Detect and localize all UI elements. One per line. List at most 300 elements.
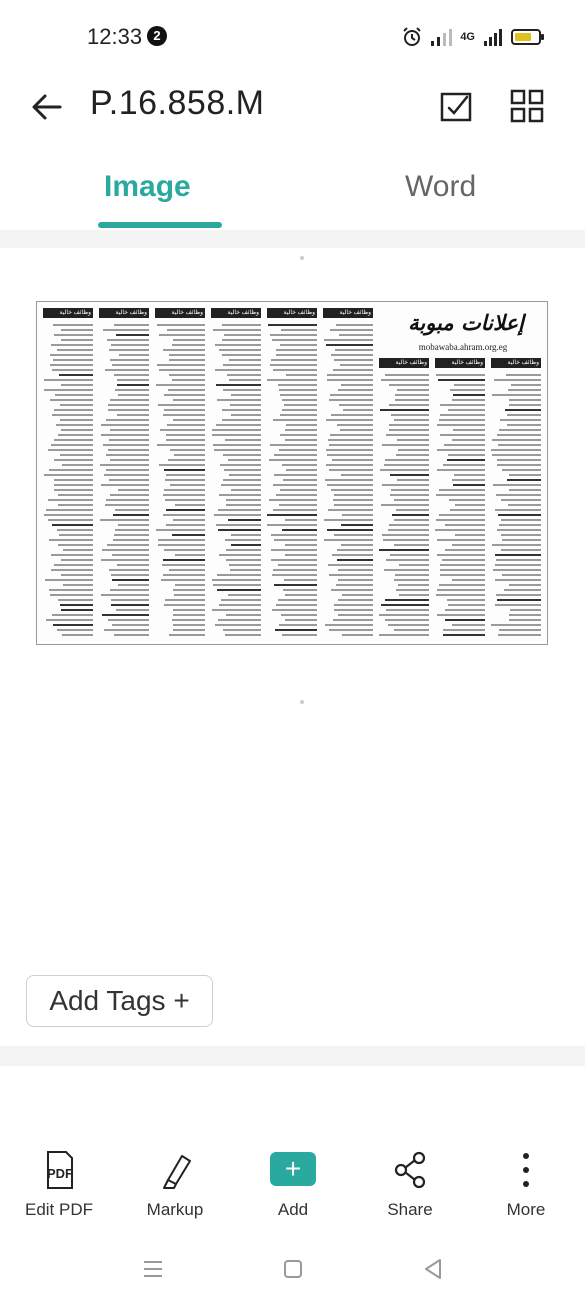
text-line	[53, 324, 93, 326]
text-line	[160, 429, 205, 431]
text-line	[437, 589, 485, 591]
text-line	[329, 629, 373, 631]
text-line	[108, 449, 149, 451]
text-line	[389, 404, 429, 406]
text-line	[499, 429, 541, 431]
newspaper-url: mobawaba.ahram.org.eg	[418, 342, 508, 352]
text-line	[112, 579, 149, 581]
text-line	[51, 554, 93, 556]
text-line	[223, 479, 261, 481]
text-line	[62, 464, 93, 466]
text-line	[491, 449, 541, 451]
text-line	[447, 459, 485, 461]
markup-label: Markup	[146, 1200, 204, 1219]
markup-button[interactable]	[120, 1138, 230, 1228]
text-line	[163, 559, 205, 561]
column-heading	[155, 308, 205, 318]
text-line	[435, 529, 485, 531]
text-line	[218, 529, 261, 531]
text-line	[436, 519, 485, 521]
text-line	[445, 524, 485, 526]
text-line	[443, 634, 485, 636]
text-line	[285, 544, 317, 546]
text-line	[50, 354, 93, 356]
text-line	[102, 614, 149, 616]
text-line	[385, 374, 429, 376]
text-line	[331, 354, 373, 356]
text-line	[504, 589, 541, 591]
text-line	[57, 629, 93, 631]
text-line	[440, 574, 485, 576]
status-bar	[0, 0, 585, 76]
text-line	[397, 389, 429, 391]
text-line	[100, 519, 149, 521]
text-line	[388, 624, 429, 626]
text-line	[222, 339, 261, 341]
more-vertical-icon	[503, 1150, 549, 1190]
text-line	[231, 489, 261, 491]
text-line	[508, 389, 541, 391]
text-line	[399, 564, 429, 566]
column-heading-text: وظائف خالية	[115, 310, 147, 316]
page-preview[interactable]	[0, 248, 585, 1046]
text-line	[175, 584, 205, 586]
text-line	[501, 534, 541, 536]
text-line	[505, 409, 541, 411]
text-line	[341, 544, 373, 546]
text-line	[54, 479, 93, 481]
text-line	[172, 619, 205, 621]
more-button[interactable]	[471, 1138, 581, 1228]
text-line	[332, 459, 373, 461]
text-line	[452, 479, 485, 481]
text-line	[273, 509, 318, 511]
add-label: Add	[277, 1200, 309, 1219]
text-line	[164, 604, 205, 606]
text-line	[58, 504, 93, 506]
text-line	[380, 409, 429, 411]
text-line	[44, 474, 93, 476]
text-line	[168, 459, 205, 461]
text-line	[113, 514, 149, 516]
text-line	[215, 369, 261, 371]
edit-document-icon[interactable]	[437, 88, 475, 126]
text-line	[282, 464, 317, 466]
text-line	[57, 349, 93, 351]
text-line	[117, 414, 149, 416]
text-line	[334, 609, 374, 611]
text-line	[274, 474, 317, 476]
text-line	[229, 564, 261, 566]
notification-badge: 2	[147, 26, 167, 46]
text-line	[44, 389, 93, 391]
text-line	[333, 499, 373, 501]
text-line	[54, 334, 93, 336]
text-line	[224, 469, 261, 471]
svg-text:PDF: PDF	[47, 1166, 73, 1181]
text-line	[395, 574, 429, 576]
text-line	[328, 439, 373, 441]
text-line	[118, 584, 149, 586]
text-line	[49, 469, 93, 471]
text-line	[324, 539, 373, 541]
text-line	[499, 629, 541, 631]
text-line	[117, 384, 149, 386]
text-line	[498, 634, 541, 636]
newspaper-column	[43, 308, 93, 588]
tab-image[interactable]: Image	[104, 170, 191, 203]
text-line	[276, 494, 318, 496]
text-line	[104, 474, 149, 476]
text-line	[282, 399, 317, 401]
text-line	[382, 484, 429, 486]
text-line	[228, 519, 261, 521]
text-line	[226, 614, 261, 616]
text-line	[105, 504, 149, 506]
text-line	[61, 574, 94, 576]
text-line	[48, 449, 93, 451]
text-line	[396, 589, 429, 591]
text-line	[164, 409, 205, 411]
text-line	[169, 634, 205, 636]
text-line	[440, 434, 485, 436]
text-line	[116, 609, 149, 611]
text-line	[333, 619, 373, 621]
text-line	[502, 574, 541, 576]
text-line	[389, 429, 429, 431]
highlighter-icon	[152, 1150, 198, 1190]
back-arrow-icon[interactable]	[30, 90, 64, 124]
text-line	[502, 539, 541, 541]
text-line	[220, 464, 261, 466]
text-line	[339, 334, 373, 336]
text-line	[453, 394, 485, 396]
text-line	[115, 529, 149, 531]
text-line	[272, 609, 317, 611]
column-heading-text: وظائف خالية	[507, 360, 539, 366]
text-line	[229, 359, 261, 361]
text-line	[275, 629, 317, 631]
text-line	[337, 549, 373, 551]
text-line	[172, 534, 205, 536]
text-line	[163, 494, 205, 496]
text-line	[448, 454, 485, 456]
share-button[interactable]	[355, 1138, 465, 1228]
text-line	[216, 384, 261, 386]
text-line	[391, 489, 429, 491]
text-line	[223, 629, 261, 631]
text-line	[44, 514, 93, 516]
text-line	[333, 369, 373, 371]
text-line	[110, 589, 149, 591]
text-line	[331, 589, 373, 591]
text-line	[61, 429, 93, 431]
text-line	[379, 549, 429, 551]
text-line	[213, 584, 261, 586]
text-line	[448, 409, 485, 411]
text-line	[51, 569, 93, 571]
text-line	[167, 329, 205, 331]
text-line	[106, 419, 149, 421]
text-line	[495, 509, 541, 511]
text-line	[450, 389, 485, 391]
text-line	[455, 534, 485, 536]
text-line	[212, 434, 261, 436]
page-preview-area	[0, 230, 585, 1066]
edit-pdf-label: Edit PDF	[24, 1200, 94, 1219]
text-line	[329, 399, 373, 401]
text-line	[163, 514, 205, 516]
text-line	[452, 579, 485, 581]
text-line	[327, 374, 373, 376]
text-line	[165, 499, 205, 501]
alarm-icon	[402, 27, 422, 47]
text-line	[270, 364, 317, 366]
tab-word[interactable]: Word	[405, 170, 477, 203]
text-line	[58, 494, 93, 496]
text-line	[109, 569, 149, 571]
column-heading-text: وظائف خالية	[227, 310, 259, 316]
text-line	[164, 549, 205, 551]
newspaper-column	[267, 308, 317, 588]
text-line	[326, 464, 373, 466]
text-line	[173, 614, 205, 616]
text-line	[384, 464, 429, 466]
text-line	[219, 604, 261, 606]
text-line	[61, 329, 93, 331]
text-line	[217, 399, 261, 401]
text-line	[341, 384, 373, 386]
text-line	[284, 579, 317, 581]
text-line	[274, 454, 317, 456]
text-line	[340, 429, 373, 431]
text-line	[109, 479, 149, 481]
text-line	[165, 599, 205, 601]
text-line	[63, 584, 93, 586]
text-line	[389, 524, 429, 526]
text-line	[496, 594, 541, 596]
share-label: Share	[387, 1200, 433, 1219]
text-line	[268, 324, 317, 326]
text-line	[54, 439, 93, 441]
text-line	[280, 489, 317, 491]
text-line	[336, 324, 373, 326]
text-line	[106, 454, 149, 456]
text-line	[497, 459, 541, 461]
text-line	[118, 394, 149, 396]
text-line	[437, 554, 485, 556]
column-heading-text: وظائف خالية	[171, 310, 203, 316]
column-heading	[43, 308, 93, 318]
text-line	[497, 464, 541, 466]
text-line	[398, 584, 429, 586]
text-line	[48, 499, 93, 501]
text-line	[386, 559, 429, 561]
text-line	[100, 464, 149, 466]
text-line	[227, 374, 261, 376]
text-line	[173, 624, 205, 626]
text-line	[108, 404, 149, 406]
text-line	[437, 449, 485, 451]
text-line	[509, 399, 541, 401]
text-line	[338, 614, 373, 616]
share-icon	[387, 1150, 433, 1190]
text-line	[170, 449, 205, 451]
text-line	[285, 439, 317, 441]
text-line	[159, 334, 205, 336]
edit-pdf-button[interactable]	[4, 1138, 114, 1228]
text-line	[509, 404, 541, 406]
text-line	[229, 474, 261, 476]
text-line	[329, 469, 373, 471]
text-line	[52, 369, 93, 371]
text-line	[173, 399, 205, 401]
text-line	[231, 534, 261, 536]
status-time: 12:33	[87, 24, 143, 49]
text-line	[506, 374, 541, 376]
text-line	[440, 569, 485, 571]
text-line	[109, 439, 149, 441]
text-line	[284, 404, 317, 406]
text-line	[173, 629, 205, 631]
text-line	[219, 349, 261, 351]
text-line	[395, 394, 429, 396]
text-line	[173, 339, 205, 341]
text-line	[453, 484, 485, 486]
text-line	[270, 334, 317, 336]
text-line	[102, 549, 149, 551]
text-line	[61, 559, 93, 561]
text-line	[103, 329, 149, 331]
text-line	[101, 424, 149, 426]
text-line	[282, 529, 317, 531]
text-line	[337, 559, 373, 561]
text-line	[341, 474, 373, 476]
text-line	[166, 439, 205, 441]
text-line	[54, 564, 93, 566]
text-line	[213, 444, 261, 446]
text-line	[445, 619, 485, 621]
text-line	[330, 434, 373, 436]
text-line	[453, 429, 485, 431]
text-line	[379, 634, 429, 636]
text-line	[212, 609, 261, 611]
text-line	[231, 394, 261, 396]
text-line	[454, 384, 485, 386]
text-line	[101, 559, 149, 561]
text-line	[221, 599, 261, 601]
add-tags-button[interactable]: Add Tags +	[26, 975, 213, 1027]
text-line	[279, 504, 317, 506]
page-dot	[300, 256, 304, 260]
text-line	[106, 499, 149, 501]
text-line	[495, 554, 541, 556]
text-line	[394, 499, 429, 501]
text-line	[439, 419, 485, 421]
text-line	[452, 399, 485, 401]
text-line	[169, 569, 205, 571]
text-line	[452, 544, 485, 546]
text-line	[342, 634, 373, 636]
text-line	[166, 509, 205, 511]
text-line	[493, 569, 541, 571]
text-line	[509, 489, 541, 491]
text-line	[119, 354, 149, 356]
text-line	[163, 414, 205, 416]
text-line	[502, 469, 541, 471]
text-line	[52, 414, 93, 416]
text-line	[331, 489, 373, 491]
text-line	[329, 574, 373, 576]
text-line	[169, 359, 205, 361]
newspaper-column	[155, 308, 205, 588]
system-back-icon[interactable]	[418, 1254, 448, 1284]
text-line	[281, 614, 317, 616]
text-line	[497, 599, 541, 601]
add-button[interactable]	[238, 1138, 348, 1228]
text-line	[440, 414, 485, 416]
text-line	[56, 424, 93, 426]
text-line	[214, 514, 261, 516]
text-line	[279, 624, 317, 626]
text-line	[163, 574, 205, 576]
text-line	[222, 409, 261, 411]
text-line	[166, 524, 205, 526]
text-line	[283, 479, 317, 481]
text-line	[286, 469, 317, 471]
text-line	[331, 414, 373, 416]
text-line	[107, 544, 149, 546]
text-line	[280, 434, 317, 436]
text-line	[174, 594, 205, 596]
text-line	[228, 594, 261, 596]
text-line	[222, 324, 261, 326]
home-icon[interactable]	[278, 1254, 308, 1284]
text-line	[492, 544, 541, 546]
newspaper-column	[379, 358, 429, 638]
text-line	[229, 379, 261, 381]
column-heading	[491, 358, 541, 368]
column-heading	[379, 358, 429, 368]
text-line	[455, 504, 485, 506]
text-line	[334, 534, 373, 536]
text-line	[60, 604, 93, 606]
text-line	[338, 599, 373, 601]
recent-apps-icon[interactable]	[138, 1254, 168, 1284]
text-line	[276, 604, 317, 606]
text-line	[267, 524, 317, 526]
text-line	[397, 479, 429, 481]
text-line	[280, 344, 317, 346]
text-line	[381, 604, 429, 606]
text-line	[442, 559, 485, 561]
text-line	[390, 494, 429, 496]
text-line	[217, 574, 261, 576]
text-line	[173, 519, 205, 521]
text-line	[342, 594, 373, 596]
text-line	[267, 379, 317, 381]
text-line	[436, 594, 485, 596]
text-line	[103, 444, 149, 446]
text-line	[271, 534, 317, 536]
text-line	[225, 539, 261, 541]
text-line	[437, 614, 485, 616]
text-line	[334, 359, 373, 361]
text-line	[379, 614, 429, 616]
grid-view-icon[interactable]	[510, 89, 544, 123]
text-line	[273, 569, 317, 571]
pdf-icon	[36, 1150, 82, 1190]
